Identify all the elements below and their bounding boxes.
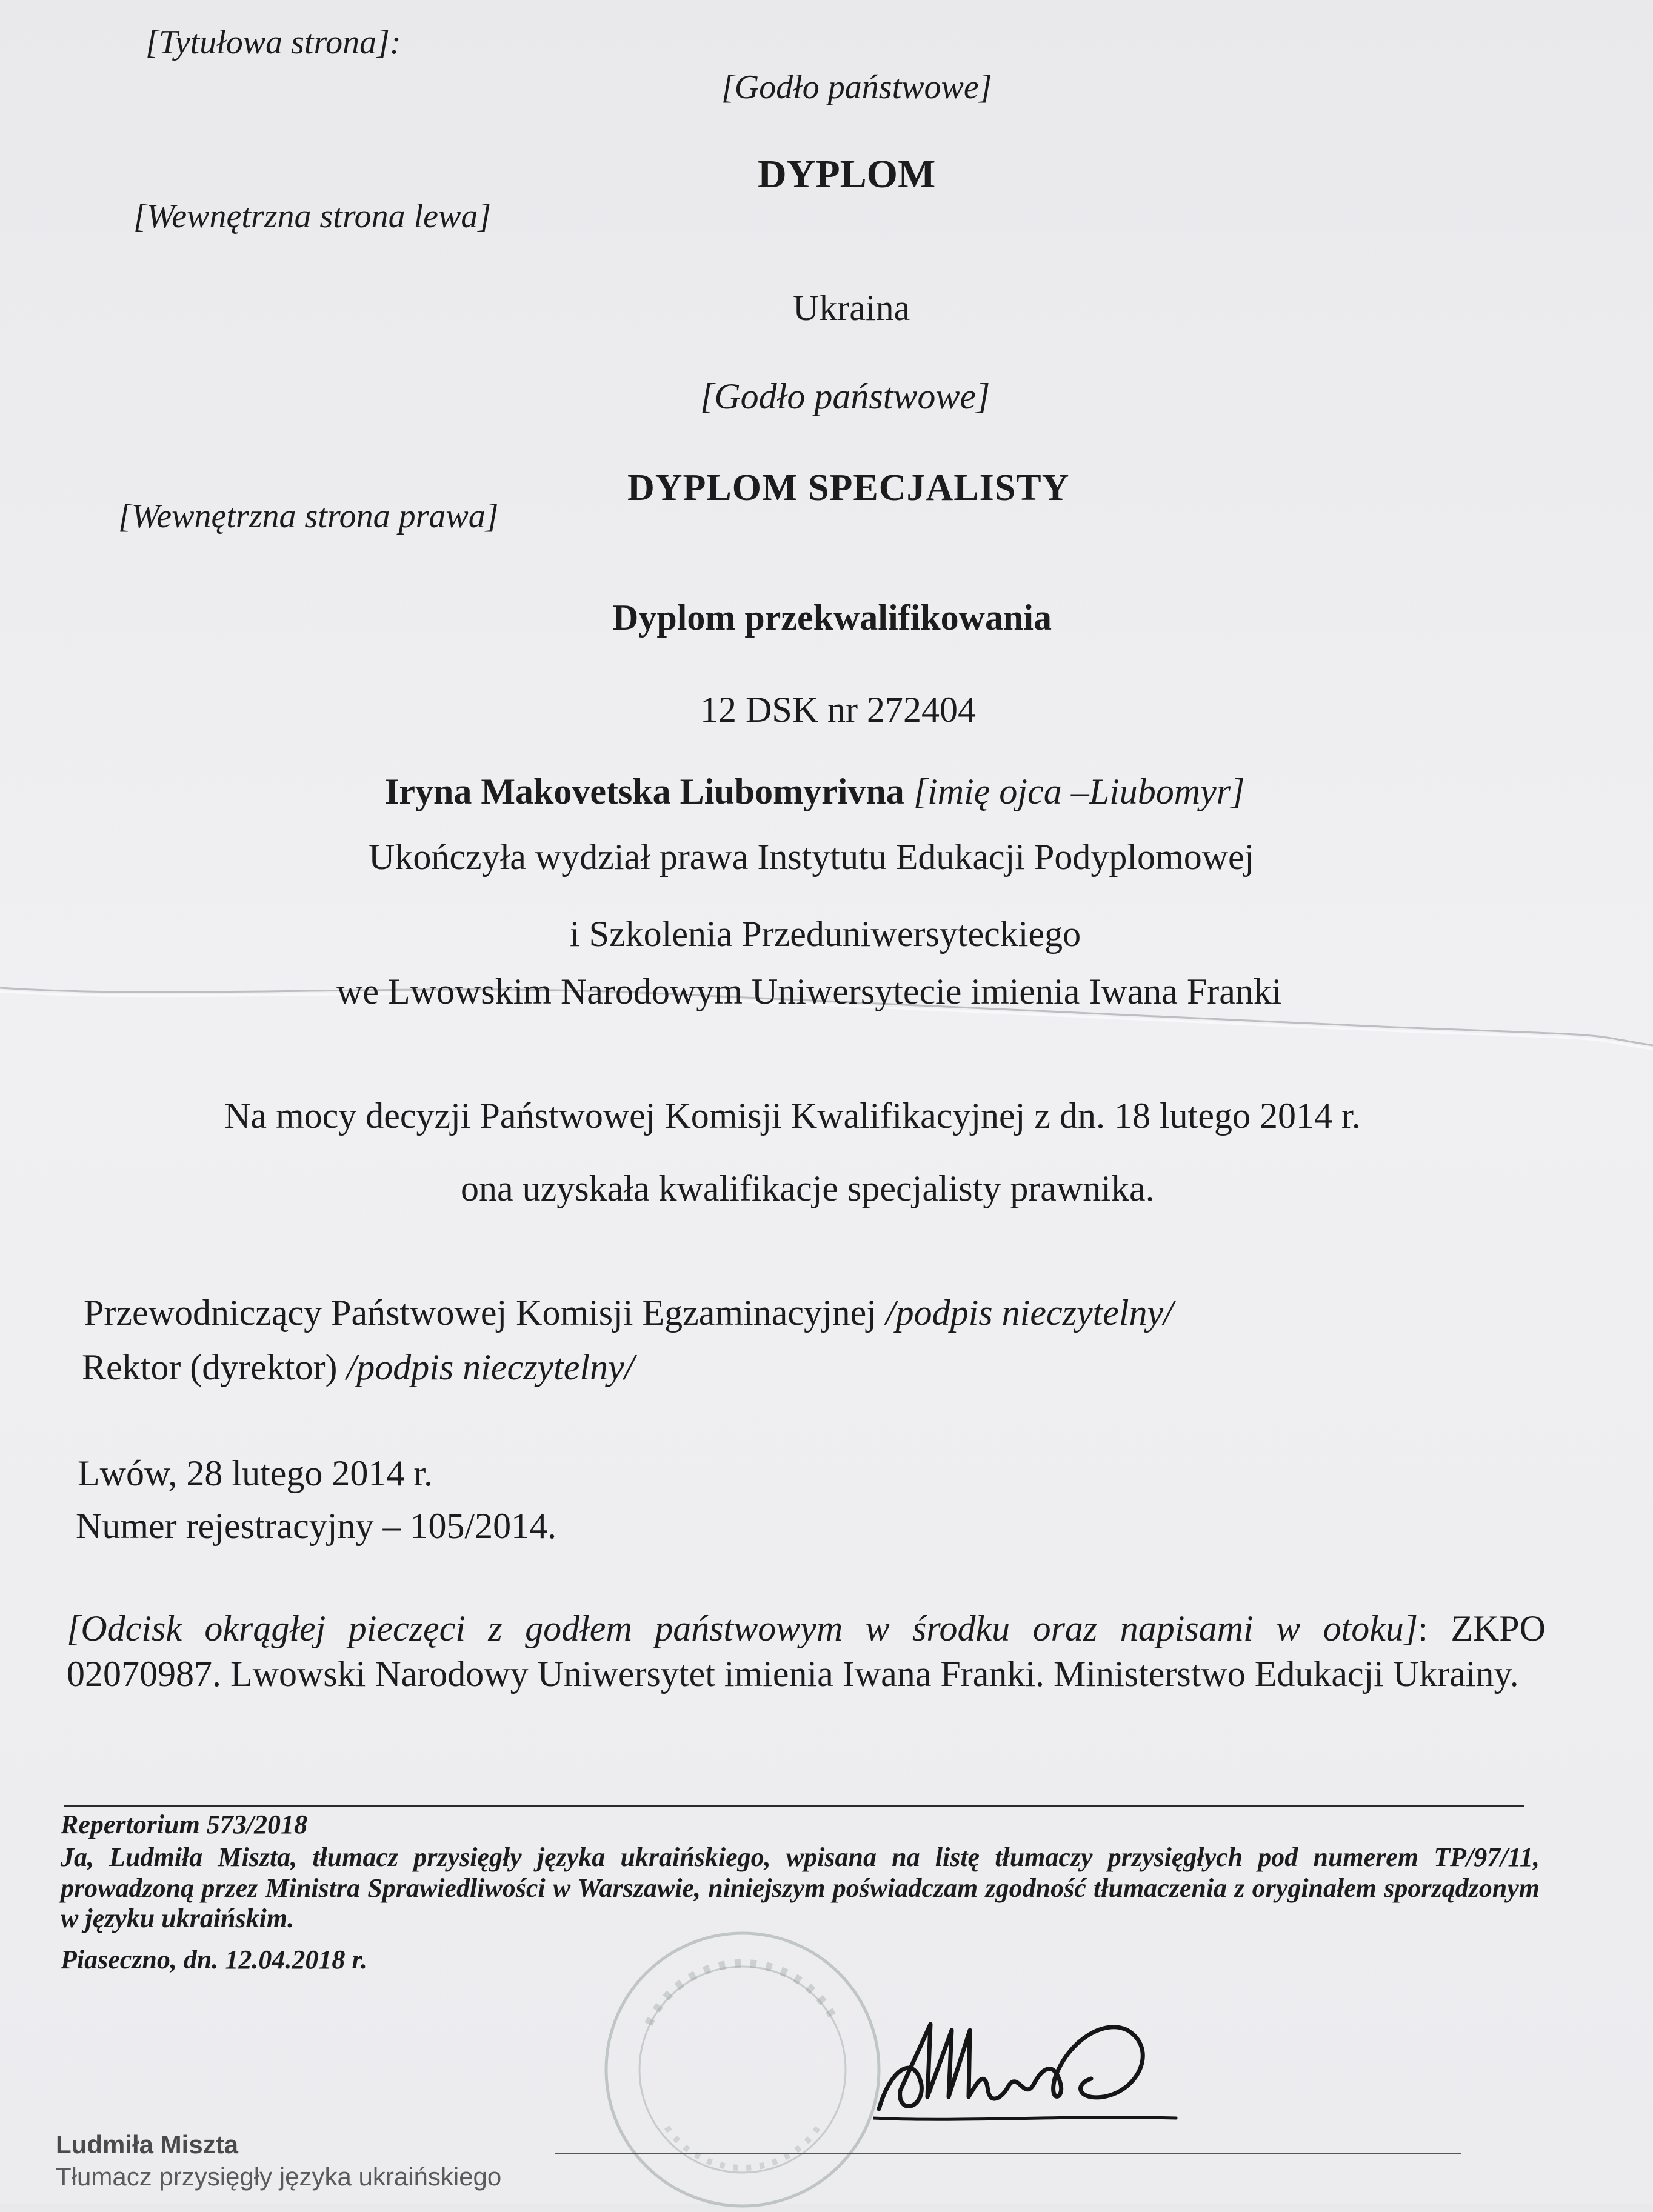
separator-line xyxy=(64,1805,1524,1807)
title-page-note: [Tytułowa strona]: xyxy=(145,24,401,61)
faculty-line-1: Ukończyła wydział prawa Instytutu Edukacji Podyplomowej xyxy=(369,837,1255,877)
rector-signature: /podpis nieczytelny/ xyxy=(346,1347,635,1387)
chair-signature: /podpis nieczytelny/ xyxy=(885,1293,1174,1333)
decision-line-2: ona uzyskała kwalifikacje specjalisty prawnika. xyxy=(461,1168,1155,1208)
emblem-note-1: [Godło państwowe] xyxy=(721,68,992,106)
graduate-name: Iryna Makovetska Liubomyrivna xyxy=(385,771,904,811)
certification-place-date: Piaseczno, dn. 12.04.2018 r. xyxy=(61,1945,368,1974)
graduate-name-line xyxy=(385,770,1244,813)
chair-signature-line xyxy=(84,1291,1174,1334)
rector-signature-line xyxy=(82,1345,634,1389)
diploma-number: 12 DSK nr 272404 xyxy=(700,690,977,730)
certification-statement: Ja, Ludmiła Miszta, tłumacz przysięgły języka ukraińskiego, wpisana na listę tłumaczy przysięgłych pod numerem TP/97/11, prowadzoną przez Ministra Sprawiedliwości w Warszawie, niniejszym poświadczam zgodność tłumaczenia z oryginałem sporządzonym w języku ukraińskim. xyxy=(61,1842,1540,1934)
signature-line xyxy=(555,2153,1461,2154)
inner-right-note: [Wewnętrzna strona prawa] xyxy=(118,498,499,535)
chair-label: Przewodniczący Państwowej Komisji Egzaminacyjnej xyxy=(84,1293,877,1333)
repertorium: Repertorium 573/2018 xyxy=(61,1810,308,1839)
translator-role: Tłumacz przysięgły języka ukraińskiego xyxy=(56,2162,502,2191)
father-name-note: [imię ojca –Liubomyr] xyxy=(913,771,1245,811)
rector-label: Rektor (dyrektor) xyxy=(82,1347,338,1387)
diploma-title: DYPLOM xyxy=(758,152,936,196)
seal-text: : ZKPO 02070987. Lwowski Narodowy Uniwersytet imienia Iwana Franki. Ministerstwo Edukacji Ukrainy. xyxy=(67,1608,1546,1694)
translator-name: Ludmiła Miszta xyxy=(56,2130,239,2159)
retraining-title: Dyplom przekwalifikowania xyxy=(612,598,1052,638)
inner-left-note: [Wewnętrzna strona lewa] xyxy=(133,198,492,235)
translator-stamp xyxy=(600,1927,885,2212)
seal-note: [Odcisk okrągłej pieczęci z godłem państwowym w środku oraz napisami w otoku] xyxy=(67,1608,1418,1648)
country: Ukraina xyxy=(793,288,910,328)
registration-number: Numer rejestracyjny – 105/2014. xyxy=(76,1506,557,1546)
issue-date: Lwów, 28 lutego 2014 r. xyxy=(78,1453,433,1493)
emblem-note-2: [Godło państwowe] xyxy=(700,376,990,416)
decision-line-1: Na mocy decyzji Państwowej Komisji Kwalifikacyjnej z dn. 18 lutego 2014 r. xyxy=(224,1096,1361,1136)
specialist-title: DYPLOM SPECJALISTY xyxy=(627,467,1070,508)
seal-description xyxy=(67,1606,1546,1697)
faculty-line-2: i Szkolenia Przeduniwersyteckiego xyxy=(570,914,1081,954)
handwritten-signature xyxy=(873,1994,1188,2139)
faculty-line-3: we Lwowskim Narodowym Uniwersytecie imienia Iwana Franki xyxy=(336,971,1282,1011)
